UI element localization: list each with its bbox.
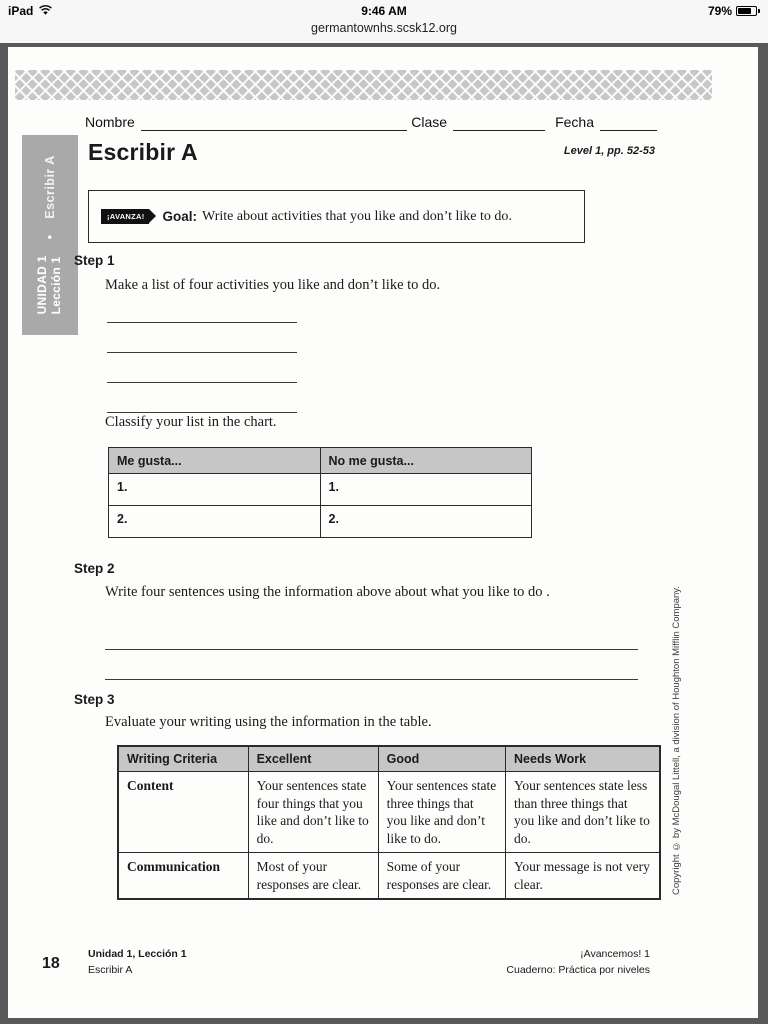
fecha-blank-line [600, 115, 657, 131]
table-row [118, 772, 660, 853]
page-footer [8, 945, 758, 985]
table2-cell: Your message is not very clear. [506, 853, 660, 900]
footer-section-line: Escribir A [88, 963, 133, 976]
table1-cell: 1. [320, 474, 532, 506]
name-class-date-row [85, 109, 657, 131]
goal-label: Goal: [162, 209, 198, 224]
writing-criteria-table [117, 745, 661, 900]
step1-answer-lines [107, 293, 297, 413]
copyright-vertical-text: Copyright © by McDougal Littell, a division of Houghton Mifflin Company. [671, 586, 682, 895]
footer-brand-line2: Cuaderno: Práctica por niveles [506, 963, 650, 976]
answer-line [105, 650, 638, 680]
table1-cell: 2. [320, 506, 532, 538]
table2-header-good: Good [378, 746, 505, 772]
goal-text: Write about activities that you like and don’t like to do. [202, 208, 512, 224]
clase-label: Clase [411, 114, 448, 130]
table1-cell: 1. [109, 474, 321, 506]
table2-cell: Your sentences state four things that you like and don’t like to do. [248, 772, 378, 853]
table2-header-criteria: Writing Criteria [118, 746, 248, 772]
nombre-label: Nombre [85, 114, 135, 130]
page-title: Escribir A [88, 139, 198, 165]
classify-instruction: Classify your list in the chart. [105, 414, 277, 430]
answer-line [107, 293, 297, 323]
clase-blank-line [453, 115, 545, 131]
table1-cell: 2. [109, 506, 321, 538]
table2-cell: Some of your responses are clear. [378, 853, 505, 900]
avanza-badge-icon: ¡AVANZA! [101, 209, 149, 224]
footer-unit-block [88, 947, 187, 979]
battery-percent: 79% [707, 3, 732, 18]
unit-lesson-side-tab [22, 135, 78, 335]
footer-brand-line1: ¡Avancemos! 1 [580, 948, 650, 960]
table2-criteria-cell: Communication [118, 853, 248, 900]
answer-line [105, 620, 638, 650]
table2-header-needs-work: Needs Work [506, 746, 660, 772]
table1-header-no-me-gusta: No me gusta... [320, 448, 532, 474]
step2-instruction: Write four sentences using the information above about what you like to do . [105, 584, 550, 600]
page-number: 18 [42, 955, 60, 972]
footer-unit-line: Unidad 1, Lección 1 [88, 948, 187, 960]
table2-criteria-cell: Content [118, 772, 248, 853]
worksheet-page [8, 47, 758, 1018]
clock: 9:46 AM [361, 4, 407, 18]
table2-cell: Your sentences state three things that you like and don’t like to do. [378, 772, 505, 853]
step3-instruction: Evaluate your writing using the information in the table. [105, 714, 432, 730]
device-label: iPad [8, 3, 34, 18]
gusta-chart-table [108, 447, 532, 538]
side-tab-bullet: • [42, 234, 58, 240]
nombre-blank-line [141, 115, 407, 131]
status-bar [0, 0, 768, 43]
goal-box [88, 190, 585, 243]
answer-line [107, 383, 297, 413]
step2-heading: Step 2 [74, 561, 115, 576]
fecha-label: Fecha [555, 114, 594, 130]
answer-line [107, 353, 297, 383]
step3-heading: Step 3 [74, 692, 115, 707]
side-tab-unit-label: UNIDAD 1 Lección 1 [35, 255, 64, 315]
title-row [88, 139, 655, 166]
step1-heading: Step 1 [74, 253, 115, 268]
table1-header-me-gusta: Me gusta... [109, 448, 321, 474]
address-bar[interactable]: germantownhs.scsk12.org [311, 21, 457, 35]
table-row [109, 474, 532, 506]
table-row [118, 853, 660, 900]
side-tab-section-label: Escribir A [43, 155, 58, 219]
step2-answer-lines [105, 620, 638, 680]
decorative-border-band [15, 70, 712, 100]
footer-brand-block [506, 947, 650, 979]
table2-header-excellent: Excellent [248, 746, 378, 772]
answer-line [107, 323, 297, 353]
step1-instruction: Make a list of four activities you like and don’t like to do. [105, 277, 441, 293]
table2-cell: Most of your responses are clear. [248, 853, 378, 900]
level-reference: Level 1, pp. 52-53 [563, 145, 655, 157]
table2-cell: Your sentences state less than three things that you like and don’t like to do. [506, 772, 660, 853]
table-row [109, 506, 532, 538]
